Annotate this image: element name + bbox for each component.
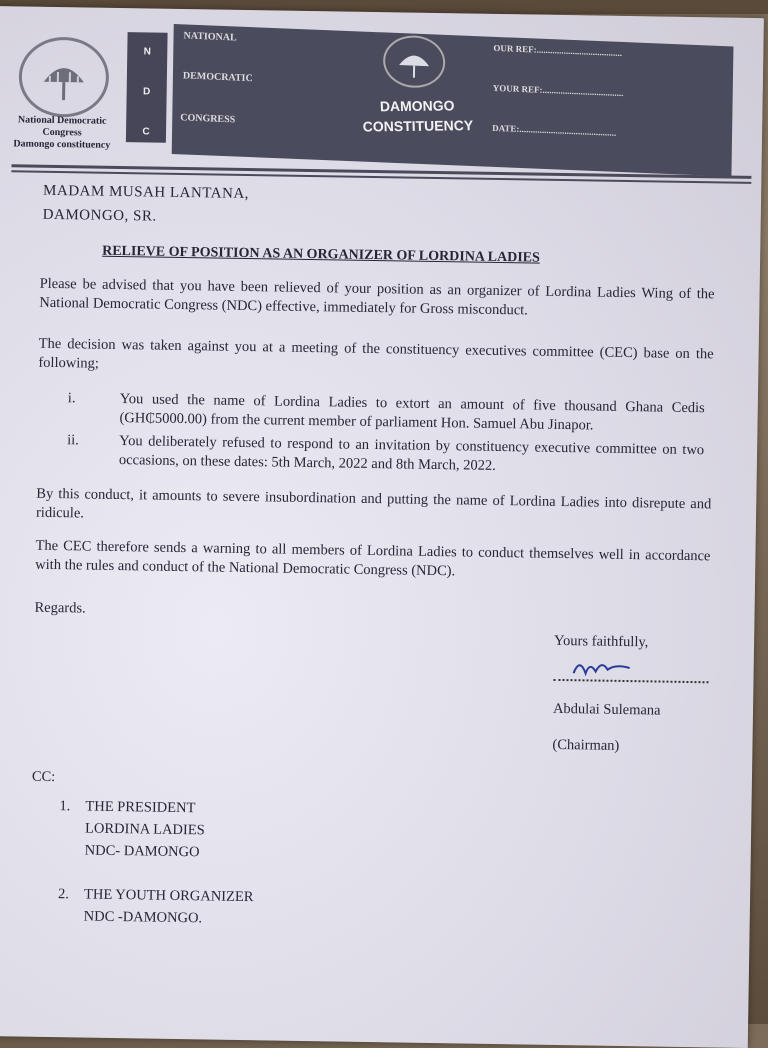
word-congress: CONGRESS [180, 112, 235, 125]
signatory-title: (Chairman) [552, 737, 619, 755]
cc-label: CC: [32, 769, 56, 786]
our-ref: OUR REF:...................................... [493, 43, 624, 88]
reference-fields [492, 43, 625, 168]
paragraph-1: Please be advised that you have been relieved of your position as an organizer of Lordina Ladies Wing of the National Democratic Congress (NDC) effective, immediately for Gross misconduct. [39, 275, 715, 324]
ndc-letter-column: N D C [126, 32, 168, 143]
signature-line [553, 665, 708, 683]
constituency-name: DAMONGO CONSTITUENCY [362, 95, 474, 136]
recipient-location: DAMONGO, SR. [43, 207, 157, 226]
letter-subject: RELIEVE OF POSITION AS AN ORGANIZER OF LORDINA LADIES [102, 244, 540, 267]
umbrella-icon [383, 34, 446, 88]
your-ref: YOUR REF:.................................... [492, 83, 623, 128]
paragraph-2: The decision was taken against you at a meeting of the constituency executives committee (CEC) base on the following; [38, 335, 714, 384]
closing: Yours faithfully, [554, 633, 649, 651]
letterhead-banner [172, 24, 734, 176]
org-name: National Democratic Congress Damongo constituency [2, 114, 123, 152]
signatory-name: Abdulai Sulemana [553, 701, 661, 720]
recipient-name: MADAM MUSAH LANTANA, [43, 183, 249, 203]
seventy-emblem-icon [18, 36, 109, 117]
ndc-logo [2, 36, 124, 158]
list-item: i. You used the name of Lordina Ladies to extort an amount of five thousand Ghana Cedis (GH₵5000.00) from the current member of parliament Hon. Samuel Abu Jinapor. [68, 389, 708, 399]
paragraph-4: The CEC therefore sends a warning to all members of Lordina Ladies to conduct themselves well in accordance with the rules and conduct of the National Democratic Congress (NDC). [35, 537, 711, 586]
list-item: ii. You deliberately refused to respond to an invitation by constituency executive committee on two occasions, on these dates: 5th March, 2022 and 8th March, 2022. [67, 431, 707, 441]
word-national: NATIONAL [183, 30, 236, 43]
letter-page: National Democratic Congress Damongo constituency N D C NATIONAL DEMOCRATIC CONGRESS DAMONGO CONSTITUENCY OUR REF:...................................... YOUR REF:.................................... DATE:........................................... MADAM MUSAH LANTANA, DAMONGO, SR. RELIEVE OF POSITION AS AN ORGANIZER OF LORDINA LADIES Please be advised that you have been relieved of your position as an organizer of Lordina Ladies Wing of the National Democratic Congress (NDC) effective, immediately for Gross misconduct. The decision was taken against you at a meeting of the constituency executives committee (CEC) base on the following; i. You used the name of Lordina Ladies to extort an amount of five thousand Ghana Cedis (GH₵5000.00) from the current member of parliament Hon. Samuel Abu Jinapor. ii. You deliberately refused to respond to an invitation by constituency executive committee on two occasions, on these dates: 5th March, 2022 and 8th March, 2022. By this conduct, it amounts to severe insubordination and putting the name of Lordina Ladies into disrepute and ridicule. The CEC therefore sends a warning to all members of Lordina Ladies to conduct themselves well in accordance with the rules and conduct of the National Democratic Congress (NDC). Regards. Yours faithfully, Abdulai Sulemana (Chairman) CC: 1. THE PRESIDENT LORDINA LADIES NDC- DAMONGO 2. THE YOUTH ORGANIZER NDC -DAMONGO. [0, 6, 764, 1048]
paragraph-3: By this conduct, it amounts to severe insubordination and putting the name of Lordina Ladies into disrepute and ridicule. [36, 485, 712, 534]
word-democratic: DEMOCRATIC [183, 70, 253, 84]
date-field: DATE:........................................... [492, 123, 623, 168]
regards: Regards. [34, 599, 709, 629]
